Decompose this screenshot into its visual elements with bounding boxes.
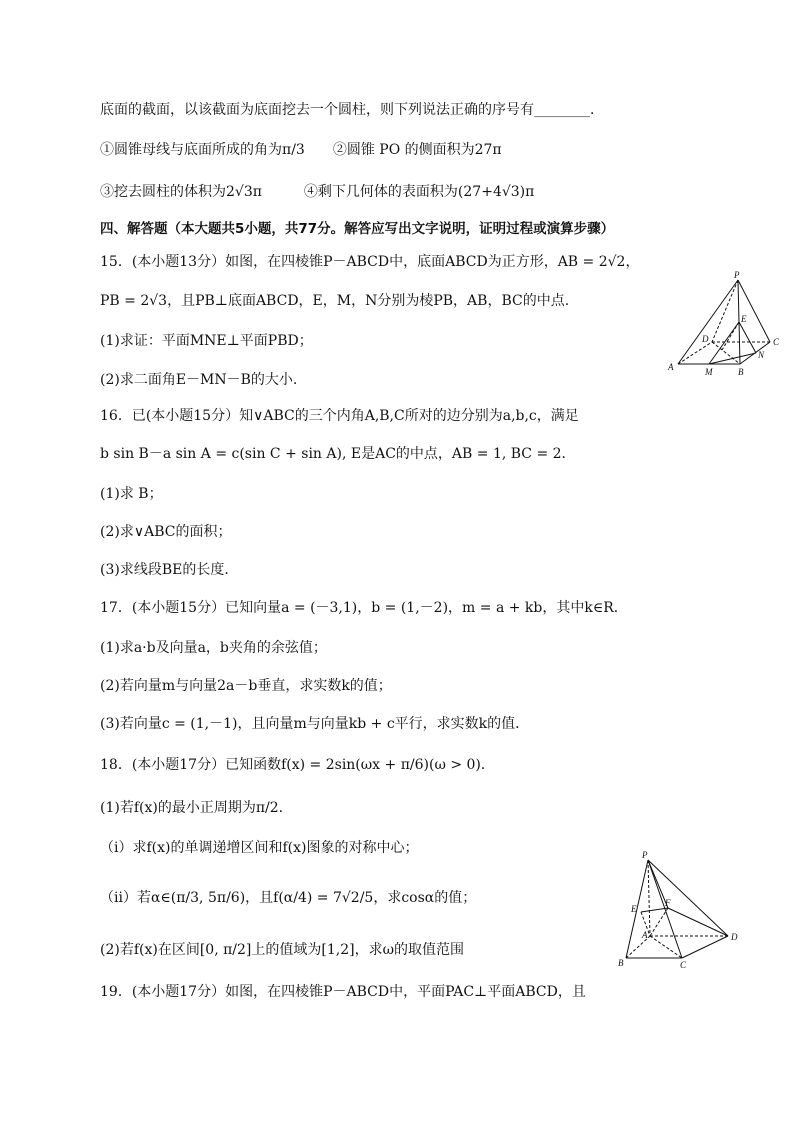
fig1-label-c: C (773, 337, 780, 347)
fig1-label-d: D (702, 334, 709, 344)
text-line-1: 底面的截面，以该截面为底面挖去一个圆柱，则下列说法正确的序号有________． (100, 102, 604, 118)
text-line-2: ①圆锥母线与底面所成的角为π/3 ②圆锥 PO 的侧面积为27π (100, 142, 502, 158)
fig2-label-c: C (680, 960, 687, 970)
fig1-label-b: B (738, 367, 744, 377)
problem-16-part-3: (3)求线段BE的长度． (100, 562, 239, 578)
fig1-label-m: M (705, 367, 713, 377)
problem-15-part-1: (1)求证：平面MNE⊥平面PBD； (100, 333, 313, 349)
section-heading: 四、解答题（本大题共5小题，共77分。解答应写出文字说明，证明过程或演算步骤） (100, 221, 615, 237)
fig2-label-b: B (618, 958, 624, 968)
problem-18-part-1: (1)若f(x)的最小正周期为π/2. (100, 800, 284, 816)
fig2-label-e: E (631, 904, 637, 914)
fig2-label-d: D (731, 932, 738, 942)
fig1-label-a: A (668, 362, 674, 372)
problem-17-part-3: (3)若向量c = (1,－1)，且向量m与向量kb + c平行，求实数k的值． (100, 716, 530, 732)
problem-17-line-1: 17．(本小题15分）已知向量a = (－3,1)，b = (1,－2)，m = a + kb，其中k∈R． (100, 600, 628, 616)
fig1-label-e: E (741, 314, 747, 324)
fig1-label-n: N (758, 350, 765, 360)
fig2-label-a: A (642, 930, 648, 940)
pyramid-figure-1 (660, 268, 788, 380)
problem-16-line-2: b sin B－a sin A = c(sin C + sin A), E是AC的中点，AB = 1, BC = 2． (100, 446, 576, 462)
problem-16-part-2: (2)求∨ABC的面积； (100, 524, 232, 540)
problem-17-part-1: (1)求a·b及向量a，b夹角的余弦值； (100, 640, 327, 656)
pyramid-figure-2 (612, 846, 748, 972)
problem-15-line-2: PB = 2√3，且PB⊥底面ABCD，E，M，N分别为棱PB，AB，BC的中点. (100, 293, 570, 309)
problem-19-line-1: 19．(本小题17分）如图，在四棱锥P－ABCD中，平面PAC⊥平面ABCD，且 (100, 984, 586, 1000)
problem-18-part-1-i: （i）求f(x)的单调递增区间和f(x)图象的对称中心； (100, 840, 419, 856)
problem-16-line-1: 16．已(本小题15分）知∨ABC的三个内角A,B,C所对的边分别为a,b,c，满足 (100, 408, 579, 424)
fig2-label-p: P (642, 850, 648, 860)
fig1-label-p: P (734, 270, 740, 280)
problem-17-part-2: (2)若向量m与向量2a－b垂直，求实数k的值； (100, 678, 392, 694)
fig2-label-f: F (665, 898, 671, 908)
problem-18-line-1: 18．(本小题17分）已知函数f(x) = 2sin(ωx + π/6)(ω > 0)． (100, 757, 495, 773)
problem-15-line-1: 15．(本小题13分）如图，在四棱锥P－ABCD中，底面ABCD为正方形，AB = 2√2， (100, 254, 640, 270)
text-line-3: ③挖去圆柱的体积为2√3π ④剩下几何体的表面积为(27+4√3)π (100, 184, 535, 200)
problem-15-part-2: (2)求二面角E－MN－B的大小. (100, 372, 298, 388)
problem-18-part-2: (2)若f(x)在区间[0, π/2]上的值域为[1,2]，求ω的取值范围 (100, 942, 464, 958)
problem-18-part-1-ii: （ii）若α∈(π/3, 5π/6)，且f(α/4) = 7√2/5，求cosα的值； (100, 890, 477, 906)
problem-16-part-1: (1)求 B； (100, 486, 163, 502)
